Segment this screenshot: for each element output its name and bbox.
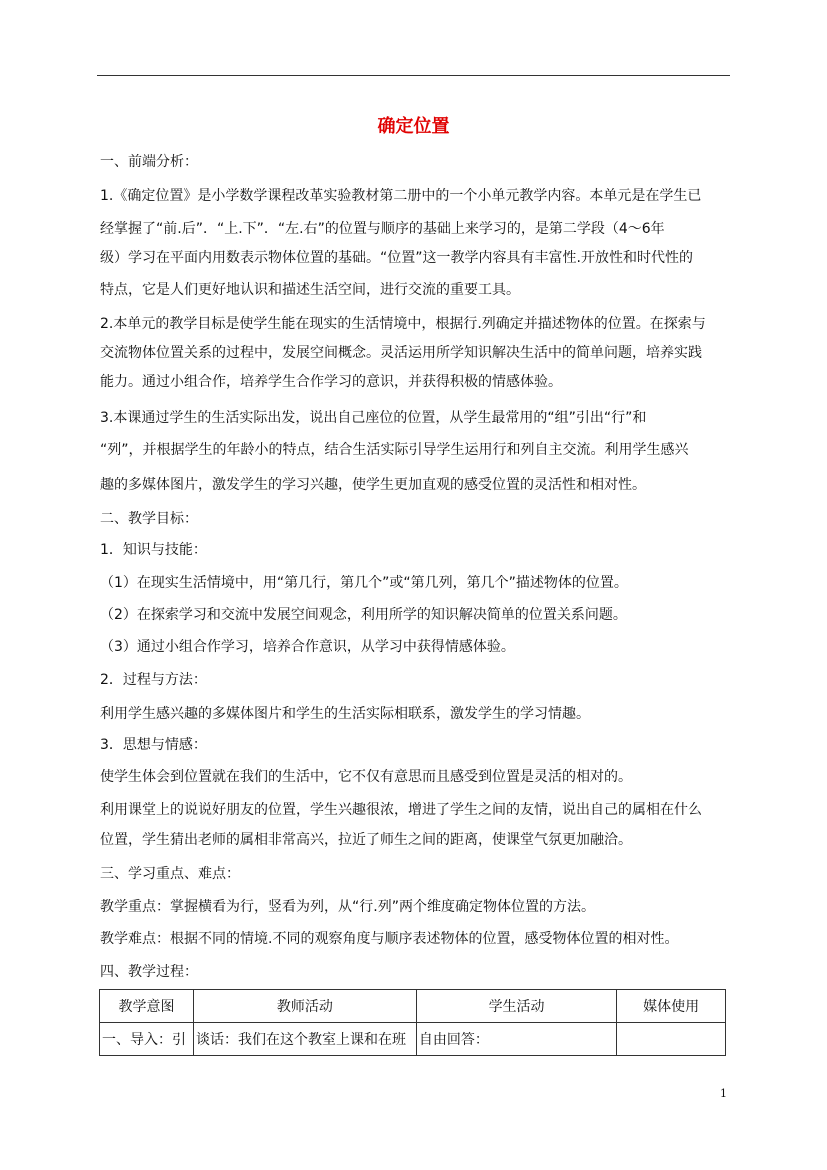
text-line: 四、教学过程： [100, 964, 198, 980]
text-line: 利用课堂上的说说好朋友的位置，学生兴趣很浓，增进了学生之间的友情，说出自己的属相在什么 [100, 802, 702, 818]
text-line: 一、前端分析： [100, 154, 198, 170]
text-line: （3）通过小组合作学习，培养合作意识，从学习中获得情感体验。 [100, 639, 515, 655]
table-cell: 自由回答： [416, 1023, 616, 1056]
text-line: 级）学习在平面内用数表示物体位置的基础。“位置”这一教学内容具有丰富性.开放性和时代性的 [100, 250, 693, 266]
text-line: 3．思想与情感： [100, 737, 207, 753]
table-header-cell: 教学意图 [100, 990, 194, 1023]
lesson-table [99, 989, 726, 1056]
text-line: “列”，并根据学生的年龄小的特点，结合生活实际引导学生运用行和列自主交流。利用学生感兴 [100, 442, 689, 458]
text-line: 位置，学生猜出老师的属相非常高兴，拉近了师生之间的距离，使课堂气氛更加融洽。 [100, 832, 632, 848]
text-line: （2）在探索学习和交流中发展空间观念，利用所学的知识解决简单的位置关系问题。 [100, 607, 627, 623]
table-header-cell: 媒体使用 [617, 990, 726, 1023]
page-number: 1 [720, 1087, 727, 1100]
text-line: 教学难点：根据不同的情境.不同的观察角度与顺序表述物体的位置，感受物体位置的相对性。 [100, 931, 679, 947]
text-line: 1.《确定位置》是小学数学课程改革实验教材第二册中的一个小单元教学内容。本单元是在学生已 [100, 188, 702, 204]
text-line: 使学生体会到位置就在我们的生活中，它不仅有意思而且感受到位置是灵活的相对的。 [100, 769, 632, 785]
table-header-row [100, 990, 726, 1023]
table-header-cell: 学生活动 [416, 990, 616, 1023]
text-line: 教学重点：掌握横看为行，竖看为列，从“行.列”两个维度确定物体位置的方法。 [100, 899, 595, 915]
page-title: 确定位置 [377, 116, 450, 137]
text-line: 1．知识与技能： [100, 542, 207, 558]
text-line: （1）在现实生活情境中，用“第几行，第几个”或“第几列，第几个”描述物体的位置。 [100, 575, 628, 591]
text-line: 交流物体位置关系的过程中，发展空间概念。灵活运用所学知识解决生活中的简单问题，培养实践 [100, 345, 702, 361]
text-line: 三、学习重点、难点： [100, 866, 240, 882]
table-row [100, 1023, 726, 1056]
table-header-cell: 教师活动 [193, 990, 416, 1023]
text-line: 趣的多媒体图片，激发学生的学习兴趣，使学生更加直观的感受位置的灵活性和相对性。 [100, 477, 646, 493]
table-cell [617, 1023, 726, 1056]
text-line: 2.本单元的教学目标是使学生能在现实的生活情境中，根据行.列确定并描述物体的位置。在探索与 [100, 316, 706, 332]
text-line: 利用学生感兴趣的多媒体图片和学生的生活实际相联系，激发学生的学习情趣。 [100, 706, 590, 722]
text-line: 能力。通过小组合作，培养学生合作学习的意识，并获得积极的情感体验。 [100, 374, 562, 390]
header-rule [97, 75, 730, 76]
text-line: 特点，它是人们更好地认识和描述生活空间，进行交流的重要工具。 [100, 282, 520, 298]
table-cell: 谈话：我们在这个教室上课和在班 [193, 1023, 416, 1056]
text-line: 二、教学目标： [100, 511, 198, 527]
text-line: 2．过程与方法： [100, 672, 207, 688]
text-line: 3.本课通过学生的生活实际出发，说出自己座位的位置，从学生最常用的“组”引出“行”和 [100, 410, 647, 426]
text-line: 经掌握了“前.后”．“上.下”．“左.右”的位置与顺序的基础上来学习的，是第二学段（4～6年 [100, 221, 665, 237]
table-cell: 一、导入：引 [100, 1023, 194, 1056]
